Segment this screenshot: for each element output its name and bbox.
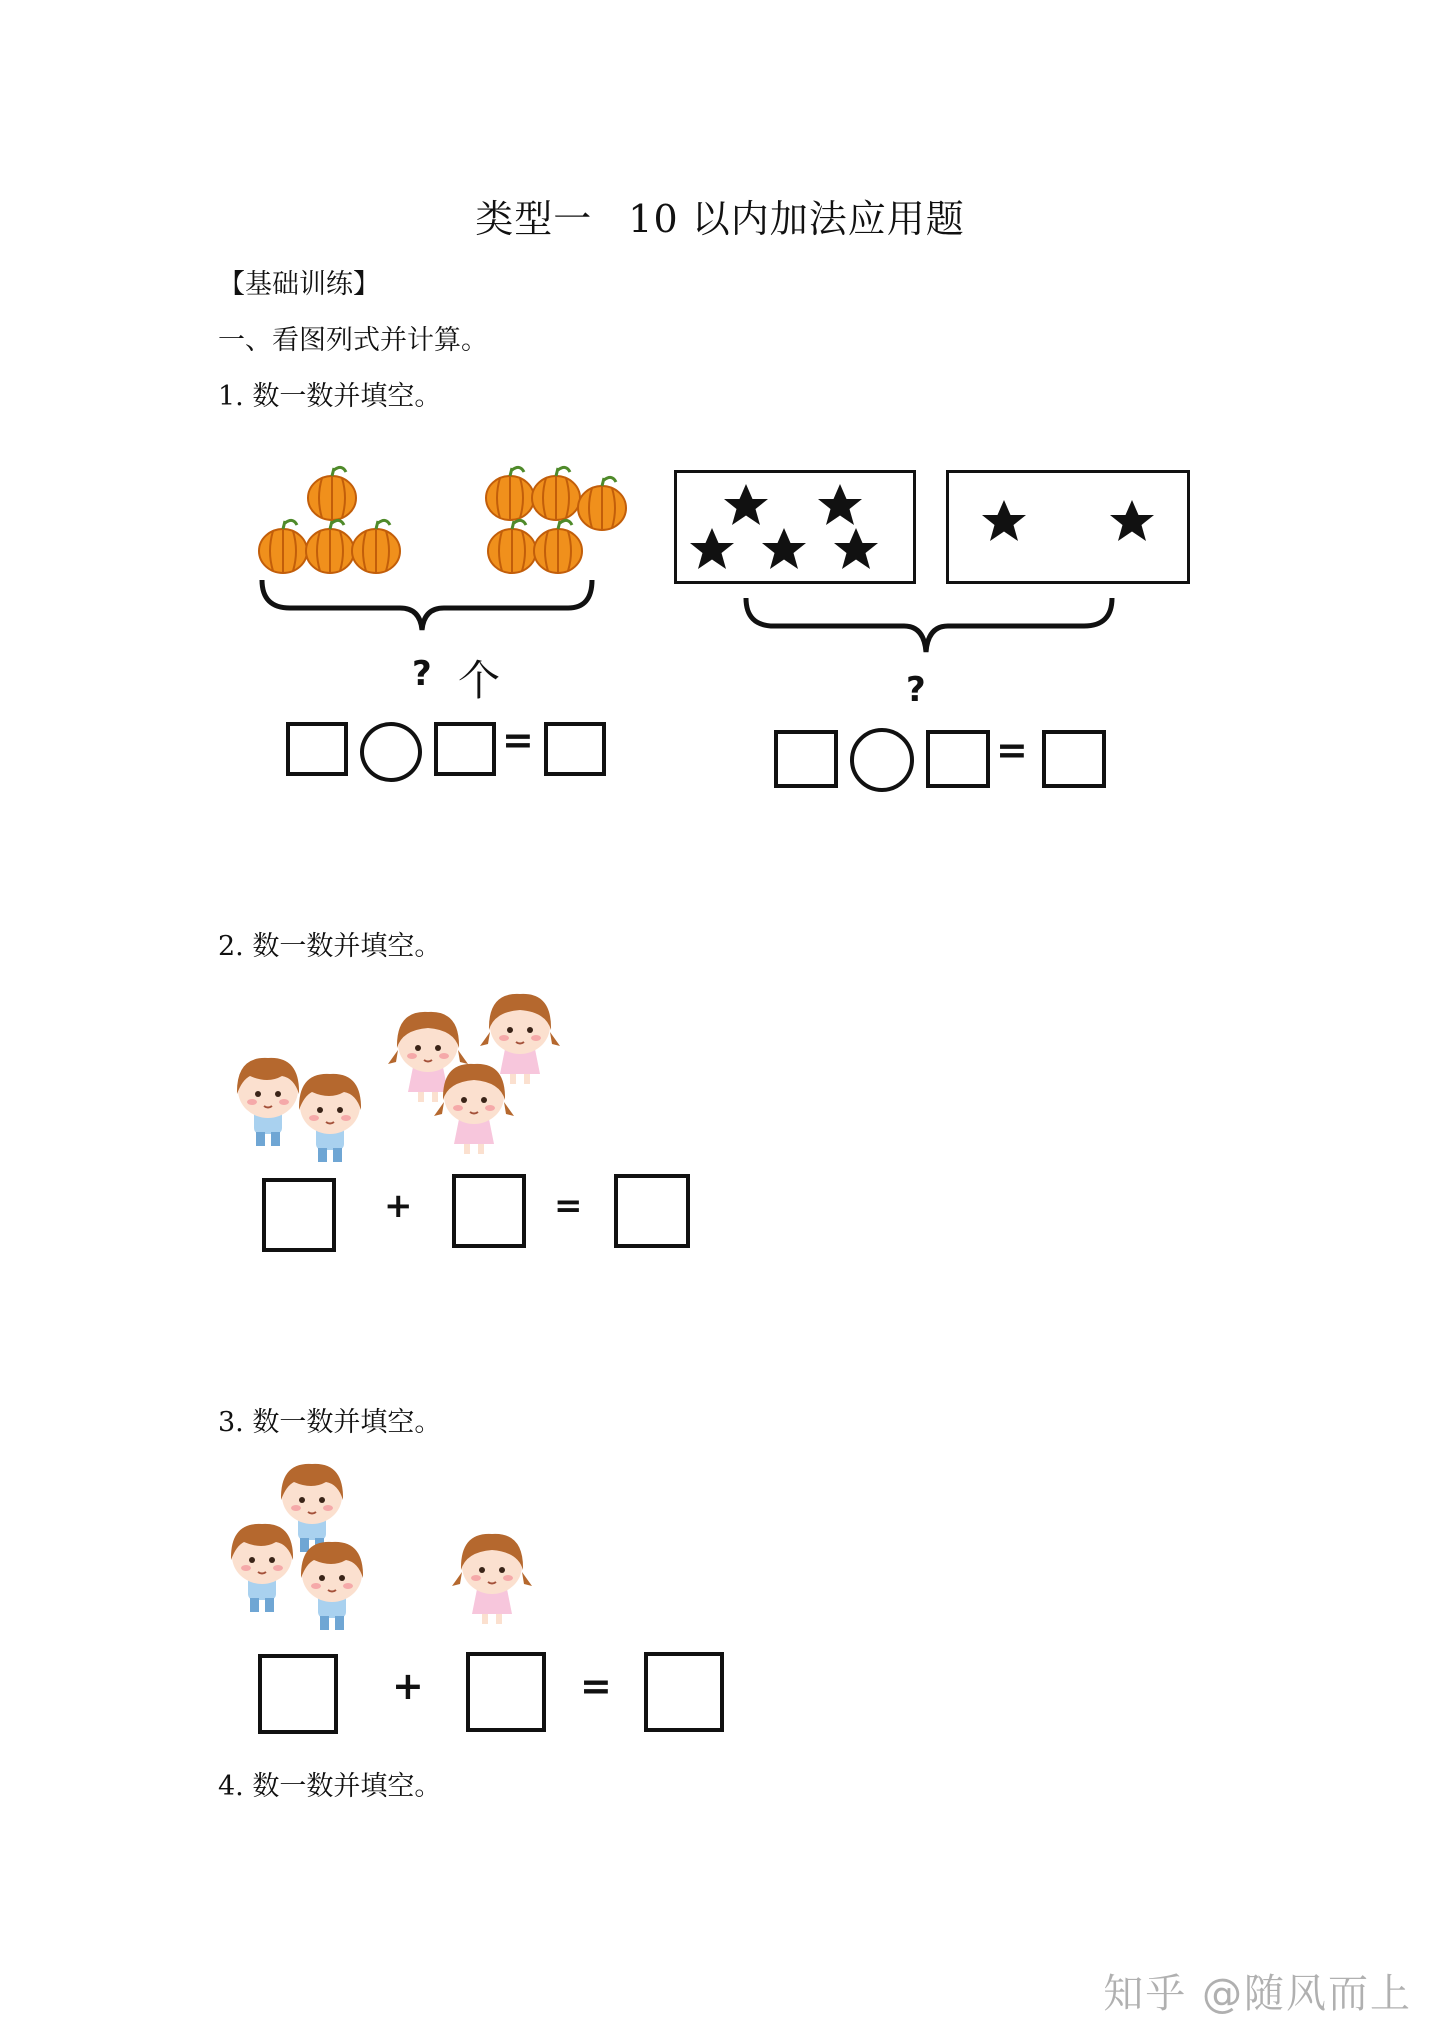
p1-left-unit: 个: [458, 656, 501, 705]
p3-answer-box-3[interactable]: [644, 1652, 724, 1732]
p3-equals: =: [580, 1664, 612, 1708]
p3-answer-box-2[interactable]: [466, 1652, 546, 1732]
watermark: 知乎 @随风而上: [1103, 1971, 1412, 2017]
p1-left-equals: =: [502, 718, 534, 762]
p2-answer-box-1[interactable]: [262, 1178, 336, 1252]
p2-plus: +: [384, 1186, 413, 1226]
section-label: 【基础训练】: [218, 269, 380, 300]
problem-1-label: 1. 数一数并填空。: [218, 381, 442, 412]
p3-answer-box-1[interactable]: [258, 1654, 338, 1734]
problem-2-label: 2. 数一数并填空。: [218, 931, 442, 962]
p3-plus: +: [392, 1664, 424, 1708]
p1-left-question: ?: [412, 654, 432, 694]
p2-equals: =: [554, 1186, 583, 1226]
p2-answer-box-3[interactable]: [614, 1174, 690, 1248]
boy-icon: [231, 1524, 293, 1612]
problem-4-label: 4. 数一数并填空。: [218, 1771, 442, 1802]
boy-icon: [237, 1058, 299, 1146]
title-part2: 10 以内加法应用题: [628, 197, 965, 241]
p1-right-question: ?: [906, 670, 926, 710]
boy-icon: [301, 1542, 363, 1630]
p2-answer-box-2[interactable]: [452, 1174, 526, 1248]
instruction: 一、看图列式并计算。: [218, 325, 488, 356]
title-part1: 类型一: [475, 197, 593, 241]
girl-icon: [434, 1064, 514, 1154]
boy-icon: [299, 1074, 361, 1162]
boy-icon: [281, 1464, 343, 1552]
problem-3-label: 3. 数一数并填空。: [218, 1407, 442, 1438]
girl-icon: [452, 1534, 532, 1624]
p1-right-equals: =: [996, 728, 1028, 772]
